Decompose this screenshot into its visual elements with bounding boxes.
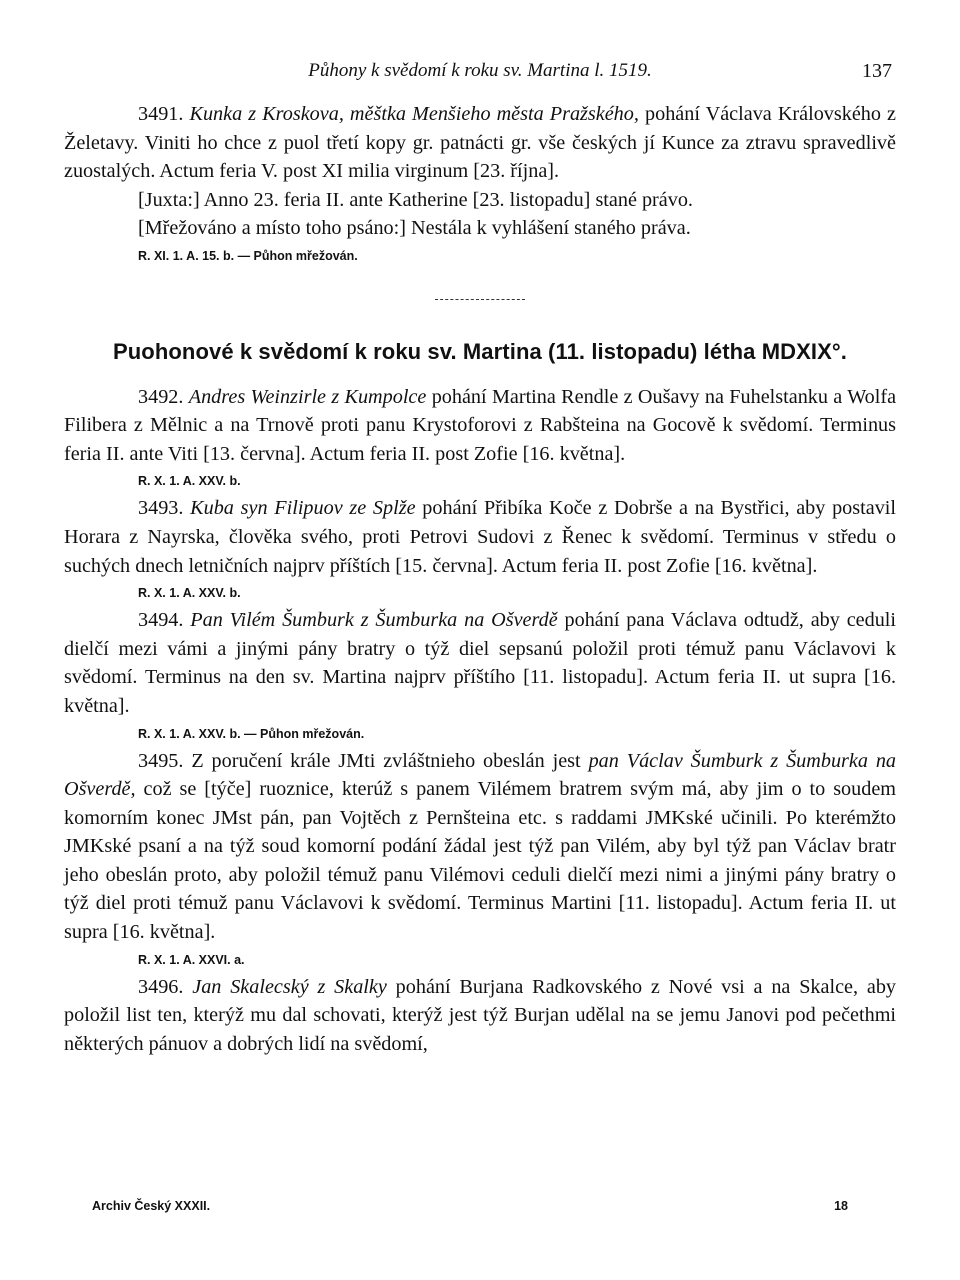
- entry-note: [Juxta:] Anno 23. feria II. ante Katherine [23. listopadu] stané právo.: [138, 188, 693, 211]
- page-number: 137: [862, 60, 892, 82]
- entry-text: pohání Martina Rendle z Oušavy na Fuhelstanku a Wolfa Filibera z Mělnic a na Trnově proti panu Krystoforovi z Rabšteina na Gocově k svědomí. Terminus feria II. ante Viti [13. června]. Actum feria II. post Zofie [16. května].: [64, 385, 897, 465]
- entry-text: pohání pana Václava odtudž, aby ceduli dielčí mezi vámi a jinými pány bratry o týž diel sepsanú položil proti témuž panu Václavovi k svědomí. Terminus na den sv. Martina najprv příštího [11. listopadu]. Actum feria II. ut supra [16. května].: [64, 609, 897, 717]
- page-footer: [92, 1199, 848, 1219]
- entry-3496: [64, 973, 896, 1059]
- entry-reference: R. X. 1. A. XXVI. a.: [138, 952, 245, 967]
- entry-party: Pan Vilém Šumburk z Šumburka na Ošverdě: [190, 609, 558, 632]
- entry-note: [Mřežováno a místo toho psáno:] Nestála k vyhlášení staného práva.: [138, 217, 691, 240]
- section-heading: Puohonové k svědomí k roku sv. Martina (11. listopadu) létha MDXIX°.: [112, 338, 847, 364]
- footer-signature: Archiv Český XXXII.: [92, 1199, 211, 1213]
- entry-reference: R. X. 1. A. XXV. b.: [138, 474, 241, 489]
- entry-text: pohání Přibíka Koče z Dobrše a na Bystřici, aby postavil Horara z Nayrska, člověka svého, proti Petrovi Sudovi z Řenec k svědomí. Terminus v středu o suchých dnech letničních najprv příštích [15. června]. Actum feria II. post Zofie [16. května].: [64, 497, 897, 577]
- section-divider: [435, 299, 525, 300]
- entry-reference: R. XI. 1. A. 15. b. — Půhon mřežován.: [138, 248, 358, 263]
- entry-number: 3496.: [138, 975, 184, 998]
- entry-number: 3494.: [138, 609, 184, 632]
- entry-3492: [64, 383, 896, 469]
- entry-party: Kuba syn Filipuov ze Splže: [190, 497, 416, 520]
- entry-reference: R. X. 1. A. XXV. b.: [138, 586, 241, 601]
- entry-reference: R. X. 1. A. XXV. b. — Půhon mřežován.: [138, 726, 365, 741]
- footer-sheet-number: 18: [834, 1199, 848, 1213]
- running-title: Půhony k svědomí k roku sv. Martina l. 1519.: [308, 60, 652, 81]
- entry-text: což se [týče] ruoznice, kterúž s panem Vilémem bratrem svým má, aby jim o to soudem komorním konec JMst pán, pan Vojtěch z Pernšteina etc. s raddami JMKské učinili. Po kterémžto JMKské psaní a na týž soud komorní podání žádal jest týž pan Vilém, aby byl týž pan Václav bratr jeho obeslán proto, aby položil témuž panu Vilémovi ceduli dielčí mezi nimi a jinými pány bratry o týž diel proti témuž panu Václavovi k svědomí. Terminus Martini [11. listopadu]. Actum feria II. ut supra [16. května].: [64, 778, 896, 944]
- entry-text: pohání Václava Královského z Želetavy. Viniti ho chce z puol třetí kopy gr. patnácti gr. vše českých jí Kunce za ztravu spravedlivě zuostalých. Actum feria V. post XI milia virginum [23. října].: [64, 103, 897, 183]
- entry-party: Andres Weinzirle z Kumpolce: [188, 385, 427, 408]
- entry-3491: [64, 100, 896, 186]
- entry-3493: [64, 494, 896, 580]
- entry-number: 3493.: [138, 497, 184, 520]
- entry-3494: [64, 606, 896, 720]
- entry-preamble: Z poručení krále JMti zvláštnieho obeslán jest: [191, 749, 581, 772]
- running-head: [0, 58, 960, 88]
- entry-text: pohání Burjana Radkovského z Nové vsi a na Skalce, aby položil list ten, kterýž mu dal schovati, kterýž jest týž Burjan udělal na se jemu Janovi pod pečethmi některých pánuov a dobrých lidí na svědomí,: [64, 975, 897, 1055]
- entry-number: 3492.: [138, 385, 184, 408]
- body-text: [64, 100, 896, 1058]
- entry-party: Jan Skalecský z Skalky: [192, 975, 387, 998]
- entry-party: Kunka z Kroskova, měštka Menšieho města Pražského,: [189, 103, 639, 125]
- entry-party: pan Václav Šumburk z Šumburka na Ošverdě,: [64, 749, 897, 801]
- entry-number: 3495.: [138, 749, 184, 772]
- entry-number: 3491.: [138, 103, 184, 125]
- entry-3495: [64, 747, 896, 947]
